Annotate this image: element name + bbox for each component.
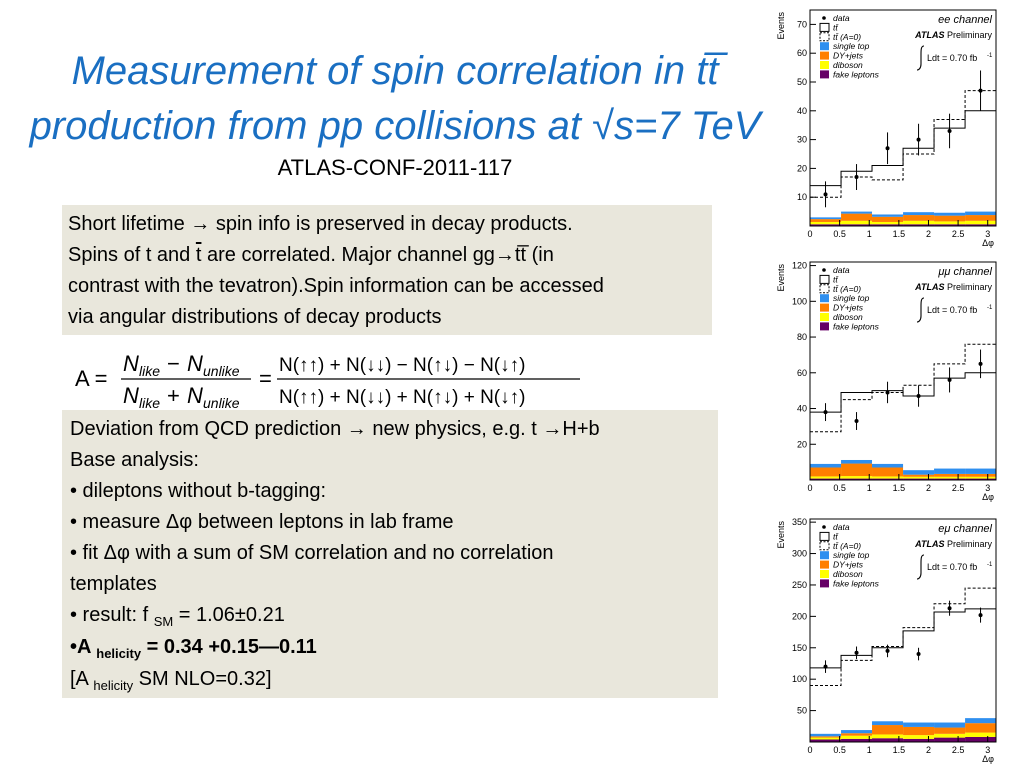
legend-marker-0: [822, 16, 826, 20]
stack-dy-jets-bin-2: [872, 725, 903, 734]
stack-dy-jets-bin-3: [903, 727, 934, 735]
formula-num-1-sub: like: [139, 363, 161, 379]
stack-dy-jets-bin-5: [965, 215, 996, 221]
stack-single-top-bin-4: [934, 213, 965, 216]
experiment-label: ATLAS Preliminary: [915, 282, 992, 292]
legend-swatch-3: [820, 551, 829, 559]
y-tick-label-3: 40: [796, 105, 807, 116]
stack-dy-jets-bin-1: [841, 733, 872, 736]
helicity-subscript: helicity: [96, 646, 142, 661]
analysis-line-4: • measure Δφ between leptons in lab frame: [70, 511, 454, 533]
data-point-3: [917, 652, 921, 656]
formula-rhs-denominator: N(↑↑) + N(↓↓) + N(↑↓) + N(↓↑): [279, 387, 526, 408]
result-value: = 1.06±0.21: [173, 604, 285, 626]
slide-title-line-1: Measurement of spin correlation in tt̅: [71, 49, 719, 93]
stack-diboson-bin-3: [903, 477, 934, 479]
legend-label-diboson: diboson: [833, 569, 863, 579]
x-tick-label-6: 3: [985, 229, 991, 239]
legend-box-solid-1: [820, 275, 829, 283]
channel-label: ee channel: [938, 14, 992, 26]
integral-sign: [917, 298, 924, 322]
legend-label-data: data: [833, 265, 850, 275]
y-tick-label-0: 20: [796, 439, 807, 450]
emu-channel-chart: [774, 513, 1006, 764]
data-point-1: [855, 419, 859, 423]
ttbar-a0-histogram-line: [810, 588, 996, 685]
x-tick-label-1: 0.5: [833, 229, 846, 239]
formula-lhs: A =: [75, 366, 108, 391]
intro-line-2-end: are correlated. Major channel gg→tt̅ (in: [201, 244, 554, 266]
stack-dy-jets-bin-5: [965, 723, 996, 732]
x-axis-label: Δφ: [982, 754, 994, 764]
stack-single-top-bin-4: [934, 723, 965, 728]
y-tick-label-3: 80: [796, 332, 807, 343]
formula-num-2-sub: unlike: [203, 363, 240, 379]
luminosity-exponent: -1: [987, 562, 993, 568]
legend-label-dy-jets: DY+jets: [833, 559, 863, 570]
stack-single-top-bin-3: [903, 212, 934, 215]
stack-diboson-bin-5: [965, 733, 996, 737]
y-tick-label-4: 250: [791, 579, 807, 590]
stack-diboson-bin-3: [903, 221, 934, 224]
analysis-line-7: [70, 600, 710, 632]
stack-dy-jets-bin-4: [934, 728, 965, 734]
formula-den-2: N: [187, 383, 203, 408]
legend-box-dashed-2: [820, 285, 829, 293]
experiment-label: ATLAS Preliminary: [915, 539, 992, 549]
stack-dy-jets-bin-1: [841, 464, 872, 477]
analysis-line-5: • fit Δφ with a sum of SM correlation and no correlation: [70, 542, 554, 564]
analysis-line-1: Deviation from QCD prediction → new physics, e.g. t →H+b: [70, 418, 600, 440]
stack-single-top-bin-1: [841, 730, 872, 733]
legend-swatch-5: [820, 313, 829, 321]
legend-label-single-top: single top: [833, 41, 870, 52]
formula-den-1-sub: like: [139, 395, 161, 410]
nlo-value: SM NLO=0.32]: [133, 668, 272, 690]
legend-label-diboson: diboson: [833, 312, 863, 322]
legend-box-dashed-2: [820, 33, 829, 41]
data-point-0: [824, 192, 828, 196]
helicity-error-down: 0.11: [278, 636, 317, 658]
x-axis-label: Δφ: [982, 492, 994, 502]
stack-diboson-bin-5: [965, 477, 996, 479]
stack-dy-jets-bin-0: [810, 736, 841, 737]
x-axis-label: Δφ: [982, 238, 994, 248]
intro-text-box: [62, 205, 712, 335]
formula-num-1: N: [123, 351, 139, 376]
stack-single-top-bin-2: [872, 721, 903, 725]
formula-den-1: N: [123, 383, 139, 408]
stack-dy-jets-bin-3: [903, 475, 934, 477]
stack-single-top-bin-5: [965, 212, 996, 215]
y-axis-label: Events: [776, 264, 786, 292]
x-tick-label-4: 2: [925, 745, 931, 755]
ttbar-a0-histogram-line: [810, 344, 996, 432]
analysis-line-6: templates: [70, 573, 157, 595]
intro-line-3: contrast with the tevatron).Spin information can be accessed: [68, 275, 604, 297]
legend-box-solid-1: [820, 23, 829, 31]
legend-label-tt-: tt̄: [833, 274, 838, 285]
stack-diboson-bin-1: [841, 476, 872, 479]
x-tick-label-2: 1: [866, 483, 872, 493]
x-tick-label-2: 1: [866, 229, 872, 239]
stack-dy-jets-bin-3: [903, 215, 934, 221]
legend-marker-0: [822, 268, 826, 272]
data-point-2: [886, 146, 890, 150]
channel-label: eμ channel: [938, 523, 992, 535]
x-tick-label-0: 0: [807, 483, 813, 493]
channel-label: μμ channel: [938, 266, 992, 278]
stack-single-top-bin-3: [903, 723, 934, 727]
y-tick-label-3: 200: [791, 611, 807, 622]
legend-label-single-top: single top: [833, 550, 870, 561]
data-point-1: [855, 651, 859, 655]
slide-title-line-2: production from pp collisions at √s=7 TeV: [29, 104, 761, 148]
legend-swatch-6: [820, 70, 829, 78]
data-point-2: [886, 649, 890, 653]
luminosity-label: Ldt = 0.70 fb: [927, 53, 978, 63]
legend-swatch-6: [820, 322, 829, 330]
x-tick-label-6: 3: [985, 745, 991, 755]
stack-single-top-bin-2: [872, 214, 903, 216]
data-point-4: [948, 378, 952, 382]
x-tick-label-4: 2: [925, 229, 931, 239]
legend-label-tt-: tt̄: [833, 22, 838, 33]
stack-single-top-bin-0: [810, 464, 841, 468]
y-tick-label-6: 350: [791, 517, 807, 528]
y-tick-label-0: 10: [796, 192, 807, 203]
data-point-0: [824, 665, 828, 669]
legend-marker-0: [822, 525, 826, 529]
legend-swatch-3: [820, 42, 829, 50]
stack-fake-leptons-bin-5: [965, 737, 996, 742]
stack-dy-jets-bin-0: [810, 467, 841, 476]
nlo-label: [A: [70, 668, 94, 690]
stack-diboson-bin-1: [841, 221, 872, 224]
legend-label-fake-leptons: fake leptons: [833, 321, 879, 332]
analysis-line-2: Base analysis:: [70, 449, 199, 471]
intro-line-2: [68, 240, 706, 271]
stack-dy-jets-bin-1: [841, 214, 872, 221]
integral-sign: [917, 555, 924, 579]
legend-box-dashed-2: [820, 542, 829, 550]
stack-diboson-bin-3: [903, 735, 934, 739]
x-tick-label-5: 2.5: [951, 229, 965, 239]
legend-swatch-5: [820, 61, 829, 69]
stack-single-top-bin-5: [965, 718, 996, 723]
stack-diboson-bin-0: [810, 222, 841, 224]
formula-num-minus: −: [167, 351, 180, 376]
y-tick-label-5: 120: [791, 260, 807, 271]
y-tick-label-4: 100: [791, 296, 807, 307]
legend-swatch-4: [820, 304, 829, 312]
analysis-line-3: • dileptons without b-tagging:: [70, 480, 327, 502]
legend-swatch-5: [820, 570, 829, 578]
x-tick-label-0: 0: [807, 229, 813, 239]
x-tick-label-1: 0.5: [833, 483, 846, 493]
legend-label-tt-: tt̄: [833, 531, 838, 542]
y-tick-label-1: 40: [796, 403, 807, 414]
x-tick-label-3: 1.5: [892, 745, 906, 755]
stack-dy-jets-bin-4: [934, 216, 965, 222]
mumu-channel-chart: [774, 256, 1006, 502]
ee-channel-chart: [774, 4, 1006, 248]
y-tick-label-2: 30: [796, 134, 807, 145]
legend-label-fake-leptons: fake leptons: [833, 578, 879, 589]
formula-den-plus: +: [167, 383, 180, 408]
stack-diboson-bin-0: [810, 738, 841, 740]
data-point-0: [824, 410, 828, 414]
stack-diboson-bin-0: [810, 476, 841, 478]
data-point-5: [979, 89, 983, 93]
intro-line-2-start: Spins of t and: [68, 244, 196, 266]
experiment-label: ATLAS Preliminary: [915, 30, 992, 40]
data-point-1: [855, 175, 859, 179]
stack-dy-jets-bin-4: [934, 474, 965, 477]
y-tick-label-5: 60: [796, 48, 807, 59]
data-point-4: [948, 129, 952, 133]
nlo-subscript: helicity: [93, 678, 134, 693]
legend-box-solid-1: [820, 532, 829, 540]
stack-single-top-bin-3: [903, 470, 934, 474]
y-tick-label-5: 300: [791, 548, 807, 559]
data-point-5: [979, 362, 983, 366]
helicity-label: •A: [70, 636, 97, 658]
stack-fake-leptons-bin-4: [934, 738, 965, 742]
y-tick-label-2: 150: [791, 642, 807, 653]
y-tick-label-2: 60: [796, 367, 807, 378]
x-tick-label-5: 2.5: [951, 745, 965, 755]
legend-label-tt-a-0-: tt̄ (A=0): [833, 31, 862, 42]
legend-label-single-top: single top: [833, 293, 870, 304]
data-point-3: [917, 138, 921, 142]
stack-single-top-bin-1: [841, 212, 872, 214]
legend-swatch-3: [820, 294, 829, 302]
formula-num-2: N: [187, 351, 203, 376]
stack-diboson-bin-5: [965, 221, 996, 224]
analysis-text-box: [62, 410, 718, 698]
y-axis-label: Events: [776, 521, 786, 549]
result-subscript: SM: [153, 614, 174, 629]
legend-swatch-4: [820, 52, 829, 60]
data-point-5: [979, 613, 983, 617]
y-tick-label-6: 70: [796, 19, 807, 30]
y-tick-label-0: 50: [796, 705, 807, 716]
intro-line-4: via angular distributions of decay products: [68, 306, 442, 328]
stack-single-top-bin-5: [965, 469, 996, 474]
data-point-2: [886, 390, 890, 394]
legend-swatch-6: [820, 579, 829, 587]
legend-label-fake-leptons: fake leptons: [833, 69, 879, 80]
stack-dy-jets-bin-5: [965, 474, 996, 477]
legend-label-data: data: [833, 13, 850, 23]
ttbar-a0-histogram-line: [810, 91, 996, 198]
asymmetry-formula: [75, 346, 585, 410]
x-tick-label-2: 1: [866, 745, 872, 755]
stack-single-top-bin-2: [872, 464, 903, 468]
stack-single-top-bin-1: [841, 460, 872, 464]
stack-single-top-bin-4: [934, 469, 965, 474]
helicity-value: = 0.34 +0.15: [141, 636, 259, 658]
luminosity-label: Ldt = 0.70 fb: [927, 562, 978, 572]
legend-label-dy-jets: DY+jets: [833, 302, 863, 313]
legend-label-data: data: [833, 522, 850, 532]
luminosity-label: Ldt = 0.70 fb: [927, 305, 978, 315]
formula-den-2-sub: unlike: [203, 395, 240, 410]
stack-single-top-bin-0: [810, 217, 841, 219]
data-point-3: [917, 394, 921, 398]
helicity-minus-sign: —: [258, 636, 279, 658]
intro-line-1: Short lifetime → spin info is preserved in decay products.: [68, 213, 573, 235]
stack-diboson-bin-4: [934, 734, 965, 738]
formula-rhs-numerator: N(↑↑) + N(↓↓) − N(↑↓) − N(↓↑): [279, 355, 526, 376]
conference-note-id: ATLAS-CONF-2011-117: [277, 155, 513, 180]
result-label: • result: f: [70, 604, 154, 626]
legend-label-dy-jets: DY+jets: [833, 50, 863, 61]
stack-diboson-bin-4: [934, 477, 965, 479]
formula-equals: =: [259, 366, 272, 391]
x-tick-label-6: 3: [985, 483, 991, 493]
y-tick-label-1: 100: [791, 674, 807, 685]
analysis-line-9: [70, 664, 710, 696]
data-point-4: [948, 606, 952, 610]
x-tick-label-4: 2: [925, 483, 931, 493]
stack-diboson-bin-1: [841, 736, 872, 739]
stack-dy-jets-bin-0: [810, 219, 841, 222]
stack-single-top-bin-0: [810, 734, 841, 737]
x-tick-label-1: 0.5: [833, 745, 846, 755]
integral-sign: [917, 46, 924, 70]
legend-swatch-4: [820, 561, 829, 569]
x-tick-label-3: 1.5: [892, 229, 906, 239]
y-axis-label: Events: [776, 12, 786, 40]
legend-label-tt-a-0-: tt̄ (A=0): [833, 540, 862, 551]
tbar-symbol: $\overline{t}$: [195, 244, 202, 266]
legend-label-tt-a-0-: tt̄ (A=0): [833, 283, 862, 294]
analysis-line-8: [70, 632, 710, 664]
luminosity-exponent: -1: [987, 305, 993, 311]
x-tick-label-5: 2.5: [951, 483, 965, 493]
y-tick-label-4: 50: [796, 77, 807, 87]
legend-label-diboson: diboson: [833, 60, 863, 70]
y-tick-label-1: 20: [796, 163, 807, 174]
x-tick-label-0: 0: [807, 745, 813, 755]
stack-diboson-bin-4: [934, 221, 965, 224]
x-tick-label-3: 1.5: [892, 483, 906, 493]
luminosity-exponent: -1: [987, 53, 993, 59]
